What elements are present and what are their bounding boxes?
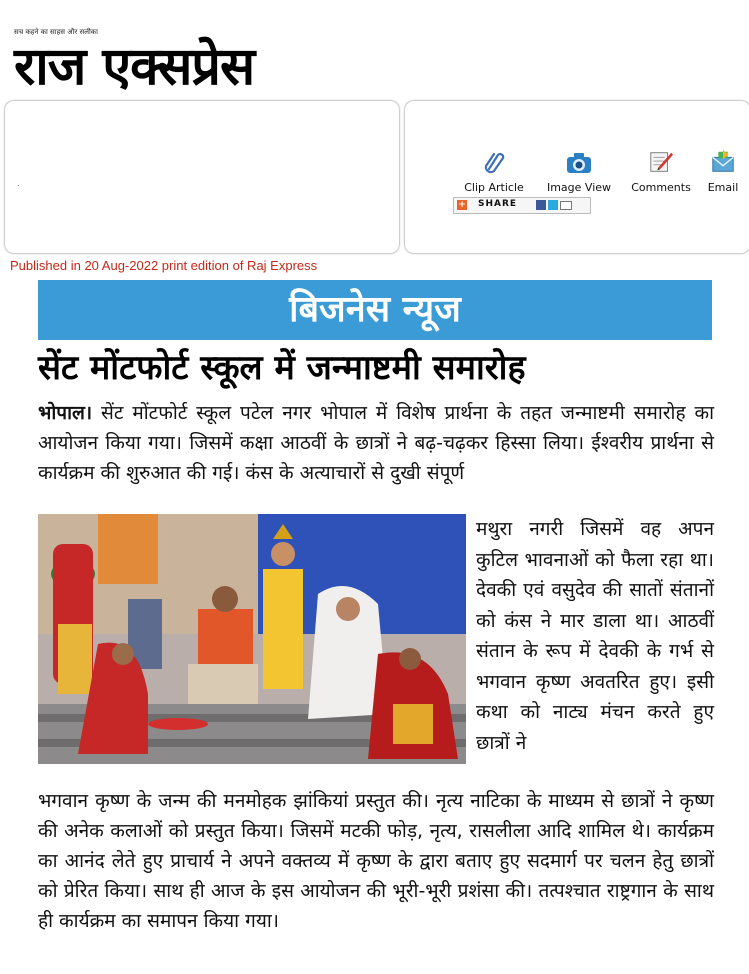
share-label: SHARE bbox=[478, 199, 518, 209]
article-paragraph-1 bbox=[38, 398, 714, 518]
article-paragraph-2: मथुरा नगरी जिसमें वह अपन कुटिल भावनाओं को फैला रहा था। देवकी एवं वसुदेव की सातों संतानों को कंस ने मार डाला था। आठवीं संतान के रूप में देवकी के गर्भ से भगवान कृष्ण अवतरित हुए। इसी कथा को नाट्य मंचन करते हुए छात्रों ने bbox=[476, 518, 714, 754]
article-paragraph-3: भगवान कृष्ण के जन्म की मनमोहक झांकियां प्रस्तुत की। नृत्य नाटिका के माध्यम से छात्रों ने कृष्ण की अनेक कलाओं को प्रस्तुत किया। जिसमें मटकी फोड़, नृत्य, रासलीला आदि शामिल थे। कार्यक्रम का आनंद लेते हुए प्राचार्य ने अपने वक्तव्य में कृष्ण के द्वारा बताए हुए सदमार्ग पर चलन हेतु छात्रों को प्रेरित किया। साथ ही आज के इस आयोजन की भूरी-भूरी प्रशंसा की। तत्पश्चात राष्ट्रगान के साथ ही कार्यक्रम का समापन किया गया। bbox=[38, 790, 714, 932]
clip-article-button[interactable] bbox=[459, 149, 529, 194]
masthead-tagline: सच कहने का साहस और सलीका bbox=[14, 28, 98, 36]
email-label: Email bbox=[707, 181, 739, 194]
article-toolbar bbox=[404, 100, 749, 254]
share-button[interactable] bbox=[453, 197, 591, 214]
ad-panel bbox=[4, 100, 400, 254]
masthead bbox=[14, 18, 414, 98]
comments-button[interactable] bbox=[625, 149, 697, 194]
twitter-icon[interactable] bbox=[548, 200, 558, 210]
clip-article-label: Clip Article bbox=[464, 181, 524, 194]
article-paragraph-1-text: सेंट मोंटफोर्ट स्कूल पटेल नगर भोपाल में विशेष प्रार्थना के तहत जन्माष्टमी समारोह का आयोजन किया गया। जिसमें कक्षा आठवीं के छात्रों ने बढ़-चढ़कर हिस्सा लिया। ईश्वरीय प्रार्थना से कार्यक्रम की शुरुआत की गई। कंस के अत्याचारों से दुखी संपूर्ण bbox=[38, 402, 714, 484]
section-title: बिजनेस न्यूज bbox=[289, 289, 461, 330]
section-band bbox=[38, 280, 712, 340]
email-button[interactable] bbox=[701, 149, 745, 194]
facebook-icon[interactable] bbox=[536, 200, 546, 210]
clip-icon bbox=[481, 149, 507, 175]
placeholder-dot: . bbox=[17, 179, 20, 188]
comments-icon bbox=[646, 149, 676, 175]
article-photo bbox=[38, 514, 466, 764]
email-icon bbox=[709, 149, 737, 175]
comments-label: Comments bbox=[631, 181, 691, 194]
share-plus-icon: + bbox=[458, 200, 466, 210]
image-view-button[interactable] bbox=[539, 149, 619, 194]
camera-icon bbox=[564, 149, 594, 175]
newspaper-logo: राज एक्सप्रेस bbox=[14, 37, 255, 97]
article-headline: सेंट मोंटफोर्ट स्कूल में जन्माष्टमी समारोह bbox=[38, 348, 526, 388]
image-view-label: Image View bbox=[546, 181, 612, 194]
article-dateline: भोपाल। bbox=[38, 402, 93, 424]
mail-icon[interactable] bbox=[560, 201, 572, 210]
publication-note: Published in 20 Aug-2022 print edition of Raj Express bbox=[10, 258, 318, 273]
